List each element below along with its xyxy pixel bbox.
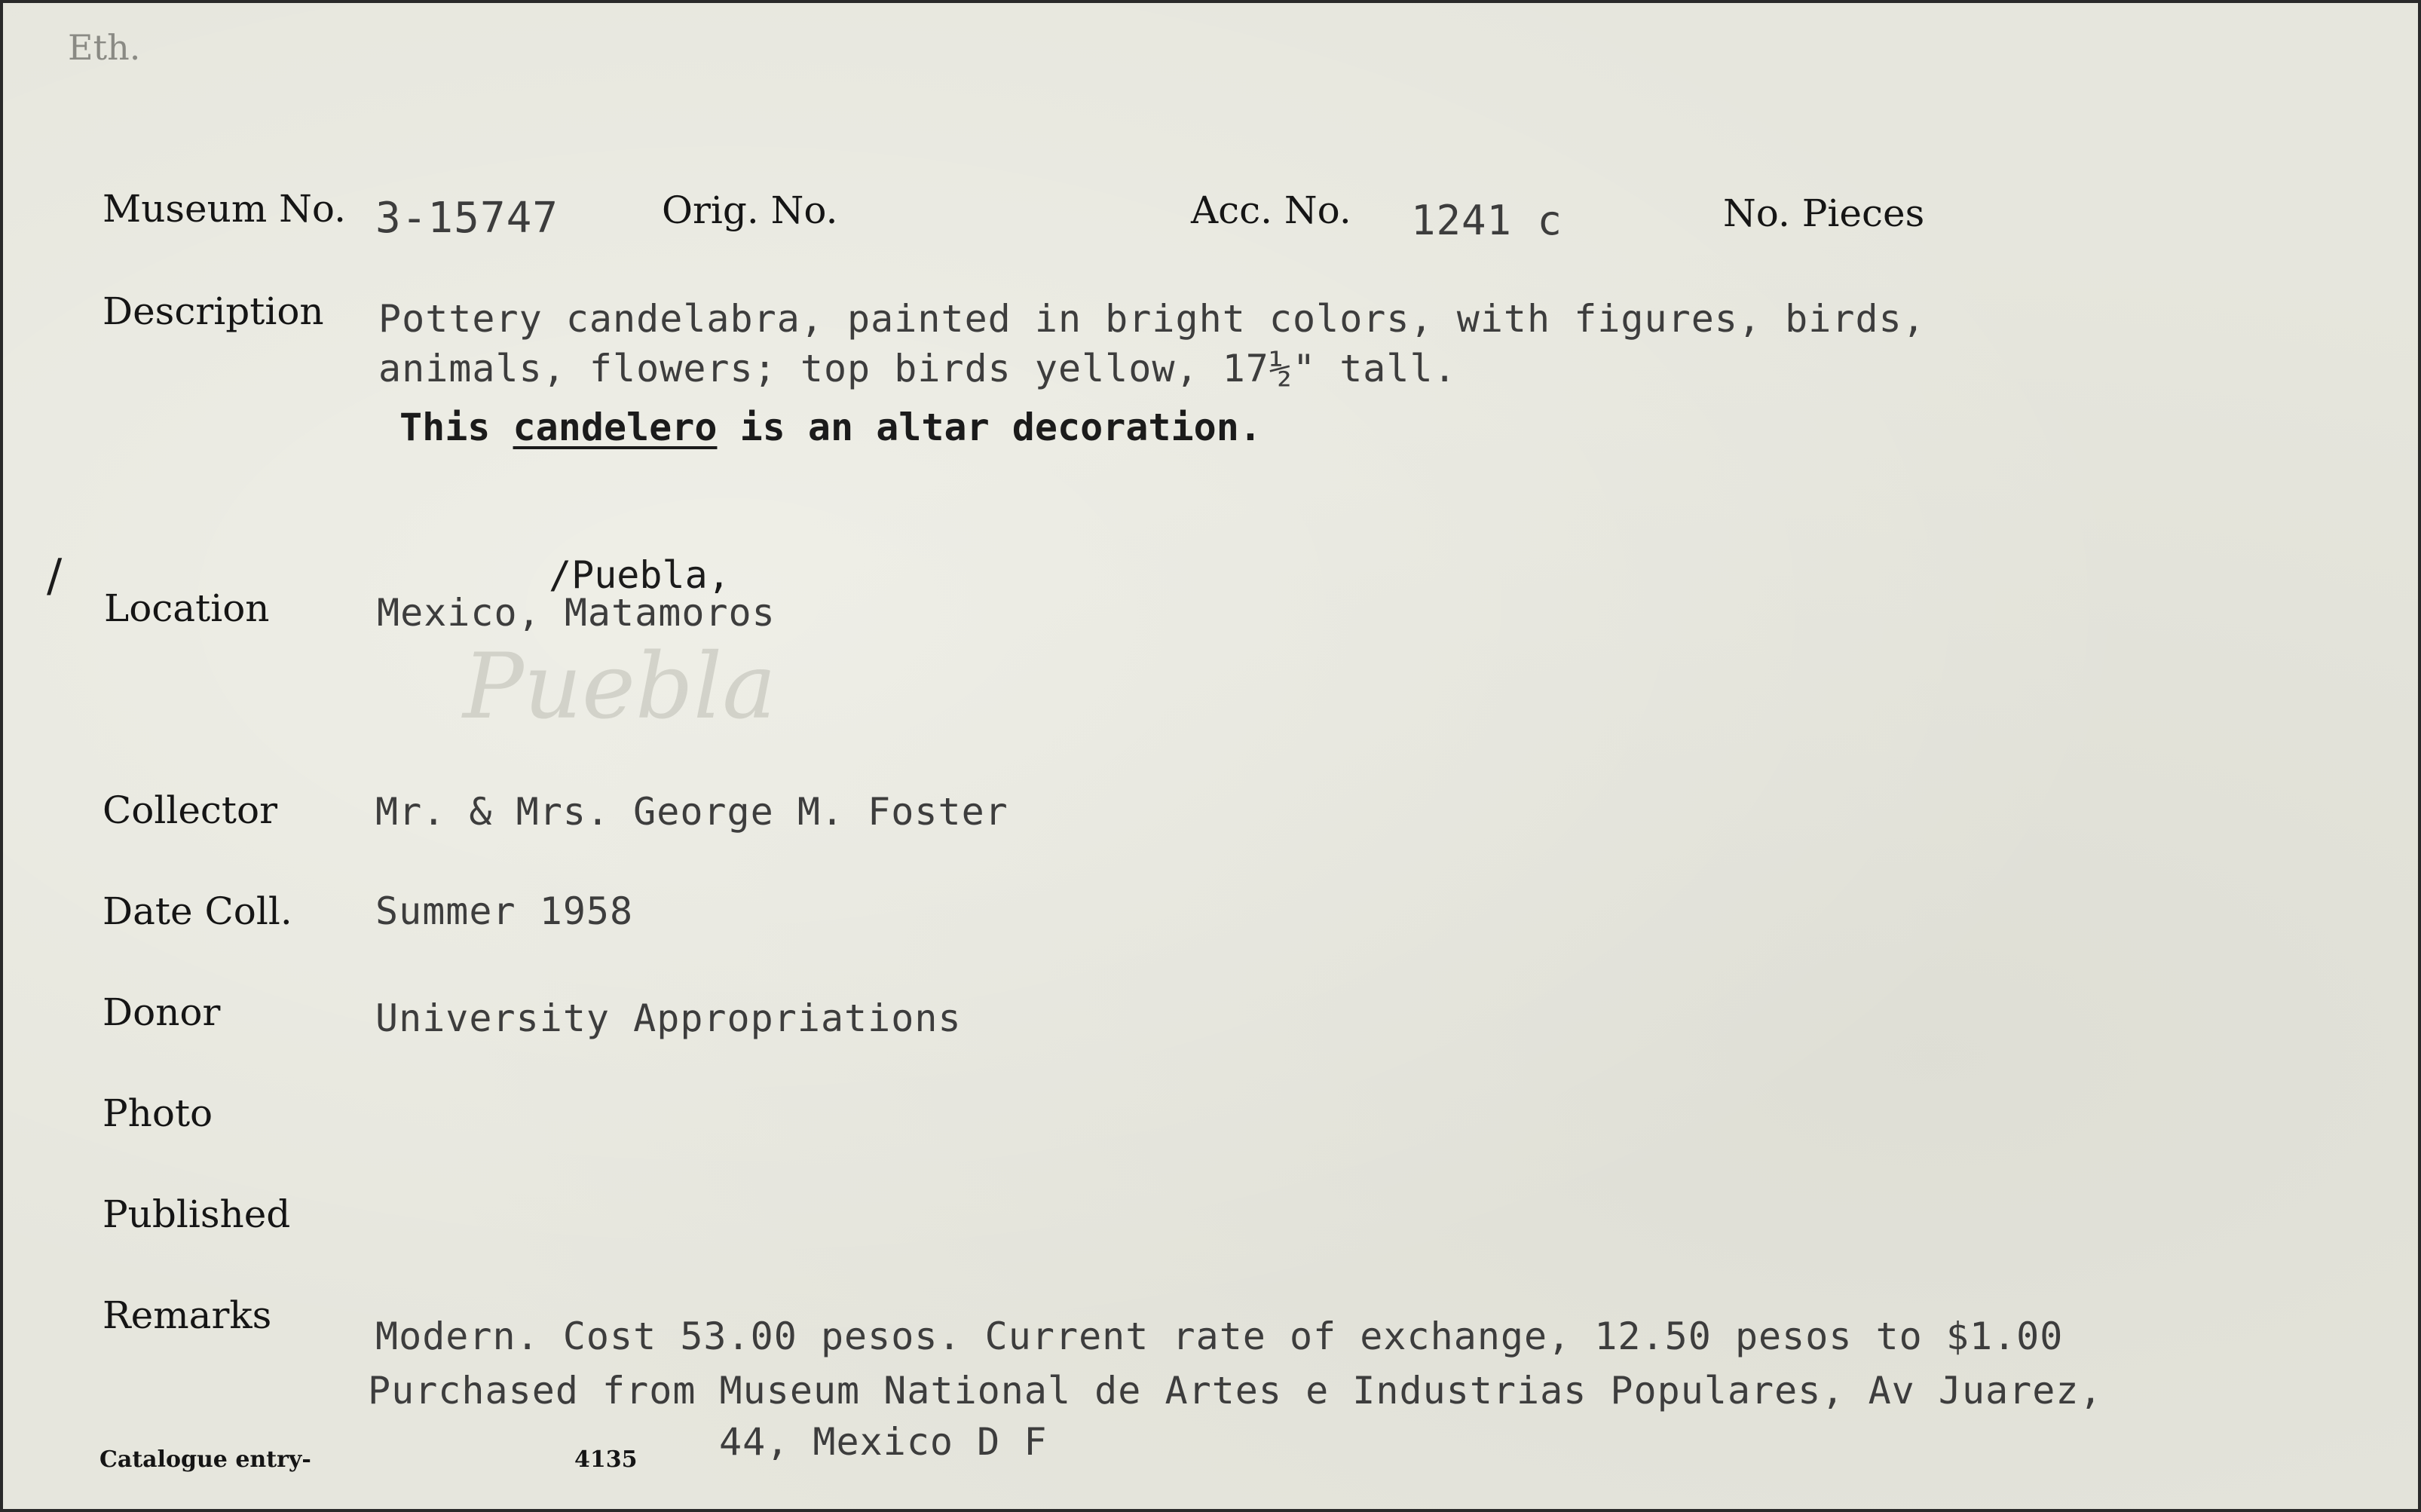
remarks-line-1: Modern. Cost 53.00 pesos. Current rate of exchange, 12.50 pesos to $1.00 xyxy=(375,1315,2064,1358)
location-insert-puebla: /Puebla, xyxy=(549,553,730,597)
faint-pencil-note: Puebla xyxy=(463,635,776,739)
donor-value: University Appropriations xyxy=(375,996,962,1040)
catalogue-entry-label: Catalogue entry- xyxy=(99,1446,311,1473)
location-country: Mexico, xyxy=(377,591,541,635)
published-label: Published xyxy=(103,1192,291,1236)
altar-note-prefix: This xyxy=(399,406,491,449)
remarks-line-3: 44, Mexico D F xyxy=(719,1420,1048,1464)
no-pieces-label: No. Pieces xyxy=(1723,191,1925,235)
description-line-1: Pottery candelabra, painted in bright colors, with figures, birds, xyxy=(378,297,1926,341)
remarks-line-2: Purchased from Museum National de Artes e Industrias Populares, Av Juarez, xyxy=(368,1369,2103,1413)
ethnology-tag: Eth. xyxy=(68,27,141,68)
location-city: Matamoros xyxy=(564,591,776,635)
location-value xyxy=(377,591,776,635)
margin-slash-mark: / xyxy=(47,549,63,602)
altar-note-suffix: is an altar decoration. xyxy=(739,406,1262,449)
collector-value: Mr. & Mrs. George M. Foster xyxy=(375,790,1008,834)
acc-no-label: Acc. No. xyxy=(1191,188,1351,232)
donor-label: Donor xyxy=(103,990,221,1034)
description-line-2: animals, flowers; top birds yellow, 17½" tall. xyxy=(378,347,1457,390)
date-coll-value: Summer 1958 xyxy=(375,889,634,933)
acc-no-value: 1241 c xyxy=(1411,197,1563,244)
orig-no-label: Orig. No. xyxy=(662,188,838,232)
description-label: Description xyxy=(103,289,324,333)
date-coll-label: Date Coll. xyxy=(103,889,292,933)
museum-no-label: Museum No. xyxy=(103,187,347,231)
catalogue-number: 4135 xyxy=(574,1446,638,1473)
remarks-label: Remarks xyxy=(103,1293,272,1337)
altar-note xyxy=(399,406,1262,449)
museum-no-value: 3-15747 xyxy=(375,194,559,243)
location-label: Location xyxy=(104,586,270,630)
collector-label: Collector xyxy=(103,788,278,832)
photo-label: Photo xyxy=(103,1091,213,1135)
candelero-word: candelero xyxy=(513,406,718,449)
